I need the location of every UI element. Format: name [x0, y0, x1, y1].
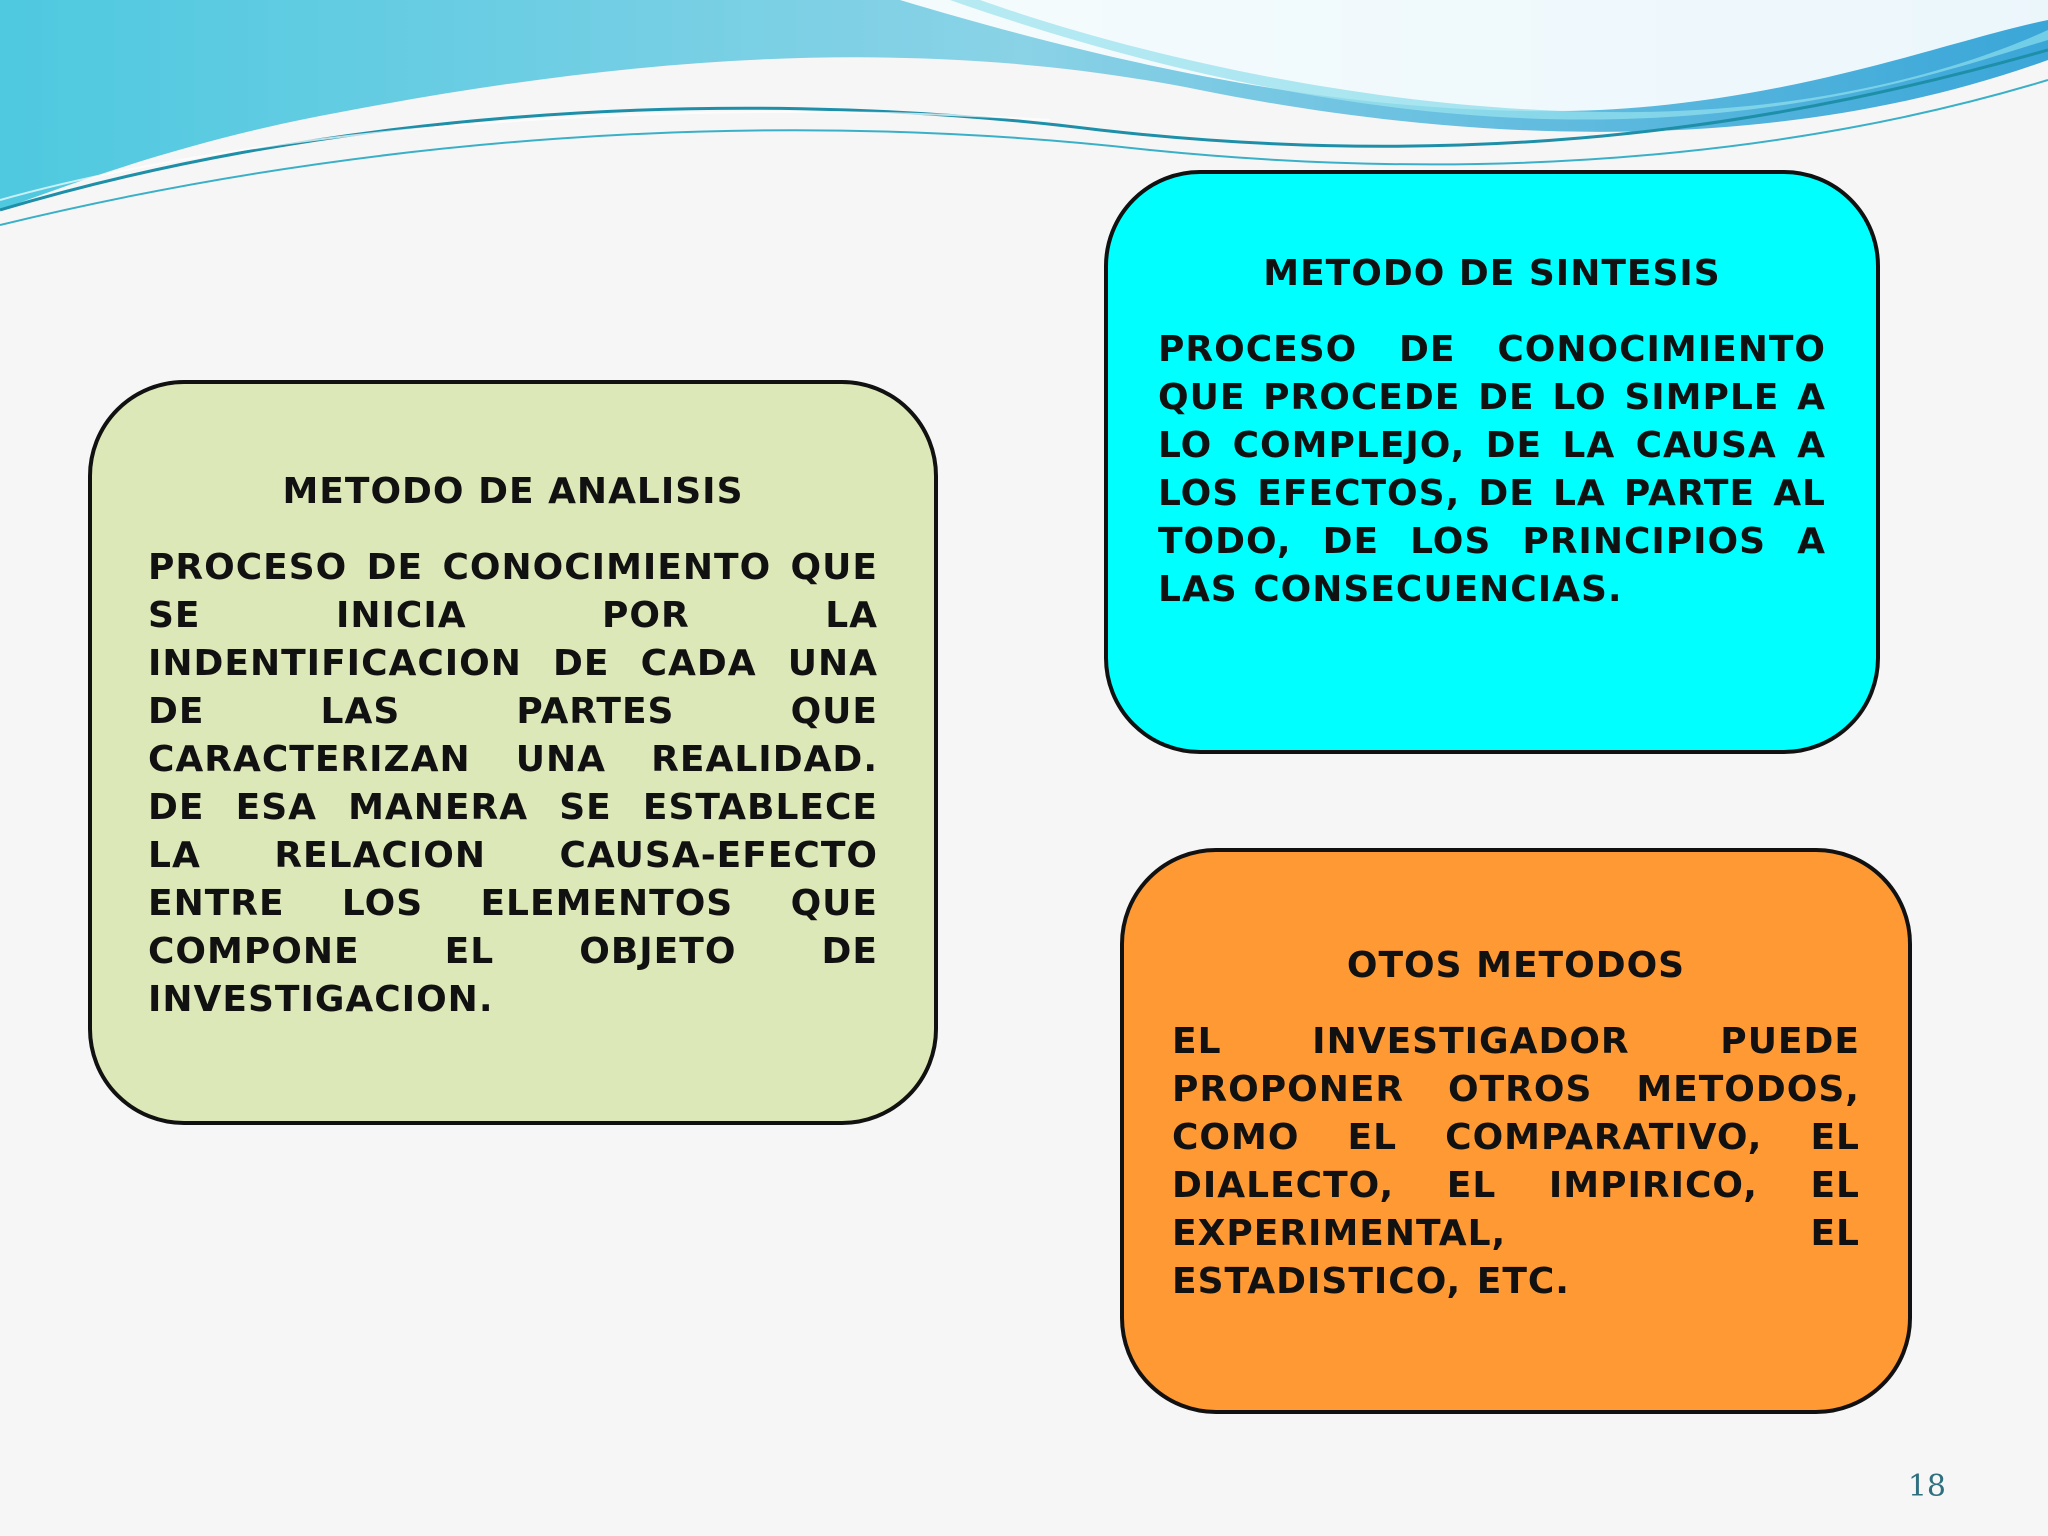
otros-metodos-body: EL INVESTIGADOR PUEDE PROPONER OTROS METODOS, COMO EL COMPARATIVO, EL DIALECTO, EL IMPIRICO, EL EXPERIMENTAL, EL ESTADISTICO, ETC. — [1172, 1021, 1860, 1302]
otros-metodos-title: OTOS METODOS — [1346, 945, 1686, 986]
metodo-analisis-title: METODO DE ANALISIS — [282, 471, 744, 512]
metodo-sintesis-box — [1104, 170, 1880, 754]
metodo-sintesis-body: PROCESO DE CONOCIMIENTO QUE PROCEDE DE LO SIMPLE A LO COMPLEJO, DE LA CAUSA A LOS EFECTOS, DE LA PARTE AL TODO, DE LOS PRINCIPIOS A LAS CONSECUENCIAS. — [1158, 329, 1826, 610]
metodo-analisis-box — [88, 380, 938, 1125]
otros-metodos-box — [1120, 848, 1912, 1414]
metodo-sintesis-title: METODO DE SINTESIS — [1263, 253, 1721, 294]
metodo-analisis-body: PROCESO DE CONOCIMIENTO QUE SE INICIA POR LA INDENTIFICACION DE CADA UNA DE LAS PARTES QUE CARACTERIZAN UNA REALIDAD. DE ESA MANERA SE ESTABLECE LA RELACION CAUSA-EFECTO ENTRE LOS ELEMENTOS QUE COMPONE EL OBJETO DE INVESTIGACION. — [148, 547, 878, 1020]
slide-page-number: 18 — [1907, 1469, 1946, 1504]
